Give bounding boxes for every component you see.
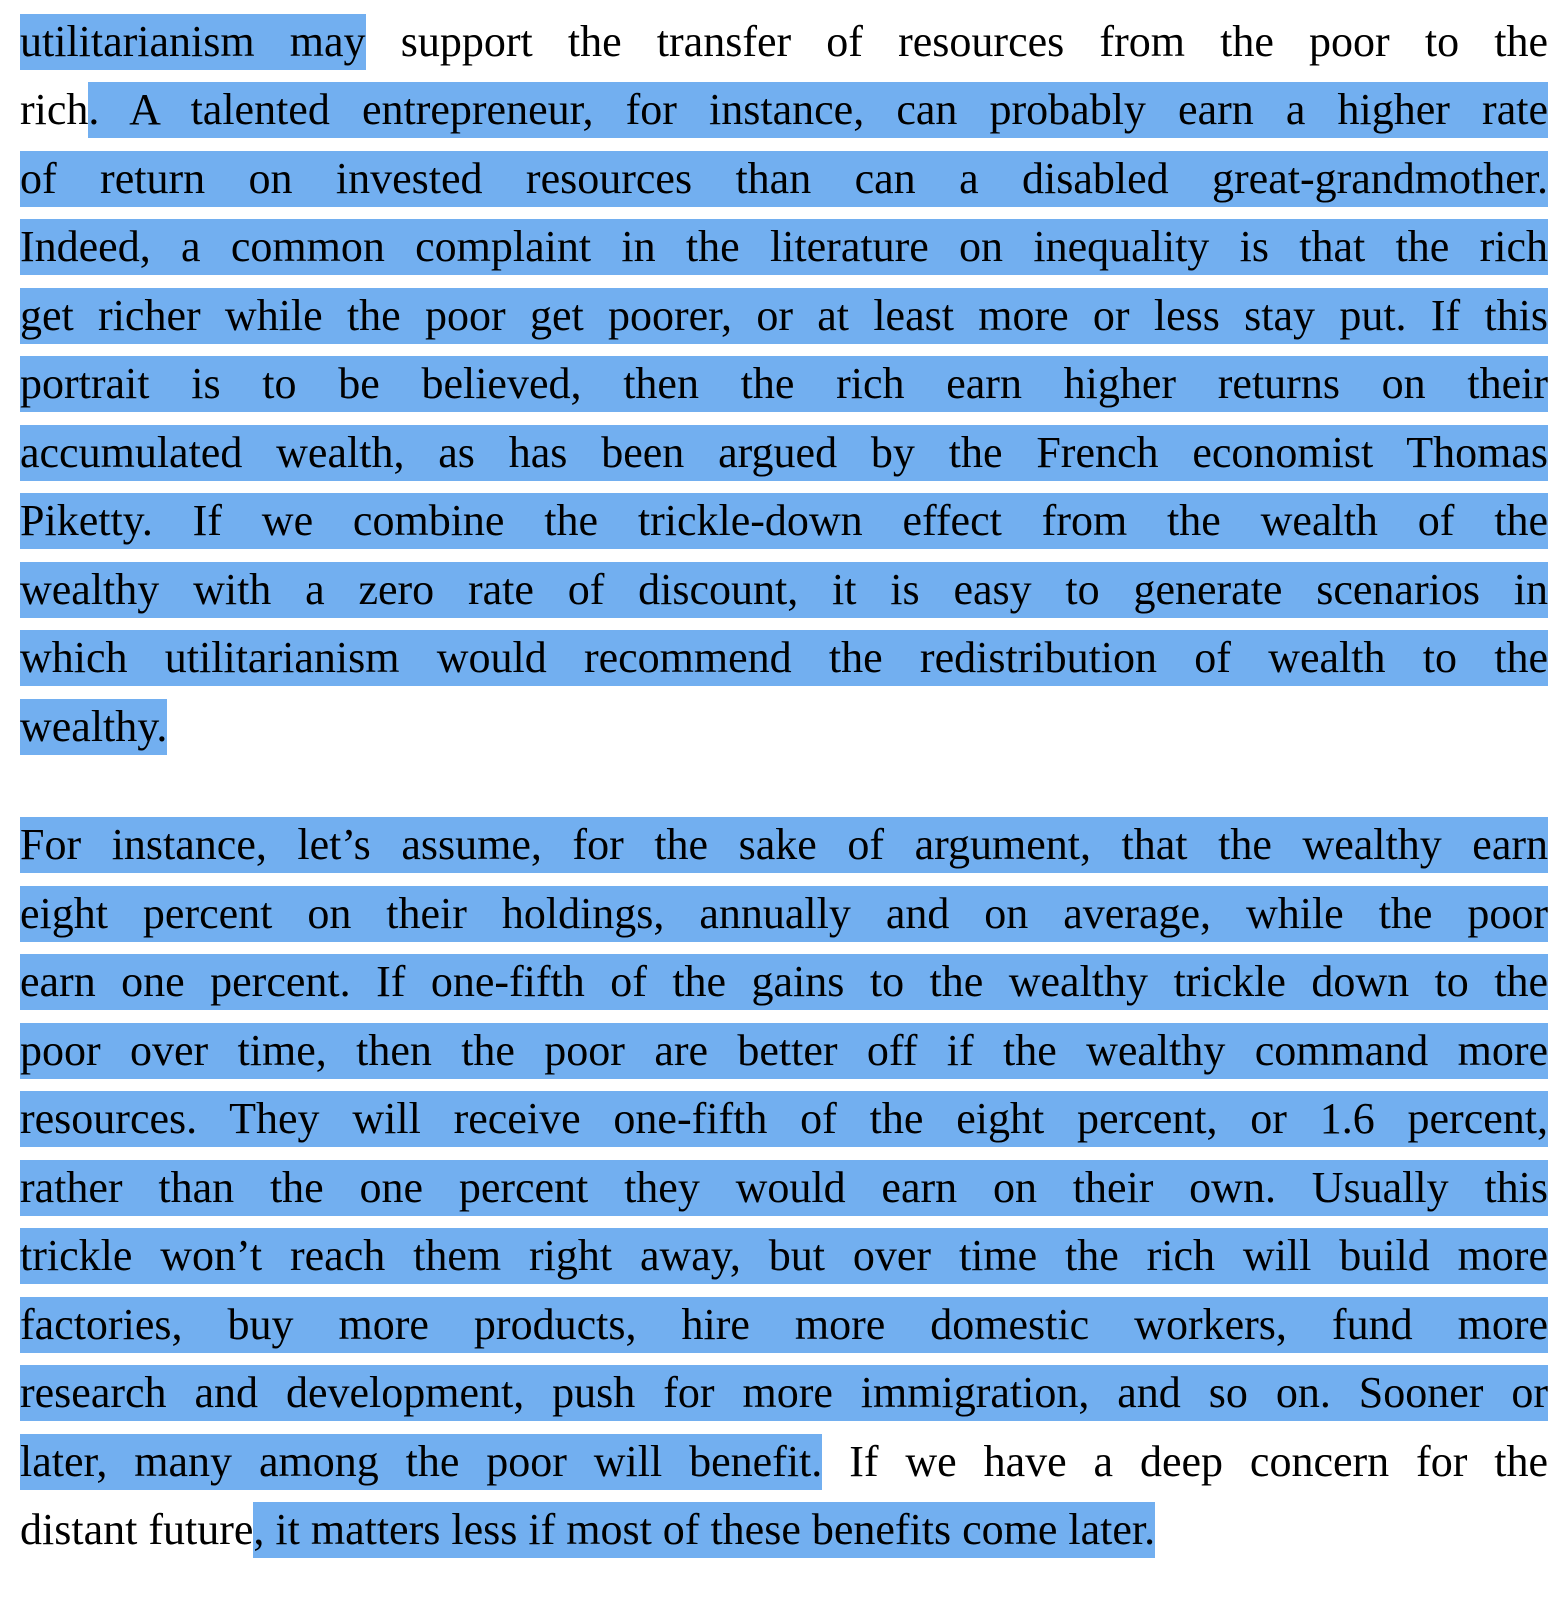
text-line — [20, 623, 1548, 693]
text-line — [20, 1153, 1548, 1223]
text-segment: Piketty. If we combine the trickle-down effect from the wealth of the — [20, 493, 1548, 549]
text-line — [20, 1290, 1548, 1360]
text-line — [20, 144, 1548, 214]
text-line — [20, 692, 1548, 762]
text-segment: portrait is to be believed, then the rich earn higher returns on their — [20, 356, 1548, 412]
text-line — [20, 1016, 1548, 1086]
text-segment: , it matters less if most of these benefits come later. — [253, 1502, 1155, 1558]
text-segment: wealthy. — [20, 699, 167, 755]
text-line — [20, 1221, 1548, 1291]
text-segment: For instance, let’s assume, for the sake of argument, that the wealthy earn — [20, 817, 1548, 873]
text-line — [20, 1084, 1548, 1154]
text-segment: which utilitarianism would recommend the redistribution of wealth to the — [20, 630, 1548, 686]
text-segment: resources. They will receive one-fifth of the eight percent, or 1.6 percent, — [20, 1091, 1548, 1147]
text-segment: rather than the one percent they would earn on their own. Usually this — [20, 1160, 1548, 1216]
text-segment: rich — [20, 85, 89, 134]
text-segment: trickle won’t reach them right away, but over time the rich will build more — [20, 1228, 1548, 1284]
text-line — [20, 555, 1548, 625]
text-line — [20, 7, 1548, 77]
text-segment: factories, buy more products, hire more domestic workers, fund more — [20, 1297, 1548, 1353]
text-segment: research and development, push for more immigration, and so on. Sooner or — [20, 1365, 1548, 1421]
text-line — [20, 810, 1548, 880]
text-line — [20, 1427, 1548, 1497]
text-segment: later, many among the poor will benefit. — [20, 1434, 822, 1490]
text-segment: support the transfer of resources from the poor to the — [365, 17, 1548, 66]
text-segment: If we have a deep concern for the — [822, 1437, 1549, 1486]
text-segment: wealthy with a zero rate of discount, it is easy to generate scenarios in — [20, 562, 1548, 618]
text-segment: poor over time, then the poor are better off if the wealthy command more — [20, 1023, 1548, 1079]
text-line — [20, 879, 1548, 949]
text-segment: Indeed, a common complaint in the literature on inequality is that the rich — [20, 219, 1548, 275]
text-line — [20, 1358, 1548, 1428]
text-line — [20, 486, 1548, 556]
text-line — [20, 281, 1548, 351]
text-segment: get richer while the poor get poorer, or at least more or less stay put. If this — [20, 288, 1548, 344]
text-segment: accumulated wealth, as has been argued by the French economist Thomas — [20, 425, 1548, 481]
text-line — [20, 1495, 1548, 1565]
text-segment: of return on invested resources than can a disabled great-grandmother. — [20, 151, 1548, 207]
text-line — [20, 212, 1548, 282]
text-line — [20, 418, 1548, 488]
text-segment: earn one percent. If one-fifth of the gains to the wealthy trickle down to the — [20, 954, 1548, 1010]
text-segment: . A talented entrepreneur, for instance, can probably earn a higher rate — [88, 82, 1548, 138]
text-segment: eight percent on their holdings, annually and on average, while the poor — [20, 886, 1548, 942]
text-line — [20, 349, 1548, 419]
text-segment: distant future — [20, 1505, 254, 1554]
text-line — [20, 75, 1548, 145]
text-segment: utilitarianism may — [20, 14, 366, 70]
text-line — [20, 947, 1548, 1017]
